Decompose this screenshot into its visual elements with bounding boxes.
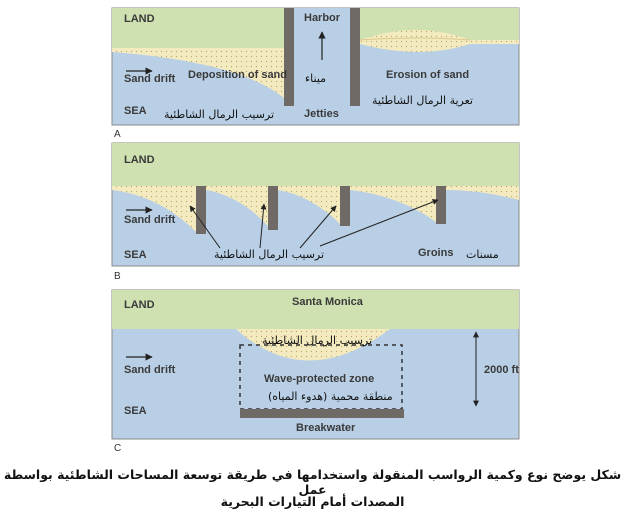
erosion-label: Erosion of sand <box>386 69 470 81</box>
jetty-right <box>350 8 360 106</box>
panel-a <box>112 8 519 140</box>
sea-label: SEA <box>124 105 147 117</box>
panel-c-letter: C <box>114 443 122 454</box>
groins-label-ar: مسنات <box>466 248 499 261</box>
groin-4 <box>436 186 446 224</box>
distance-label: 2000 ft <box>484 364 519 376</box>
panel-b <box>112 143 519 282</box>
panel-b-letter: B <box>114 271 121 282</box>
erosion-label-ar: تعرية الرمال الشاطئية <box>372 94 473 107</box>
deposition-label: Deposition of sand <box>188 69 287 81</box>
sea-label-c: SEA <box>124 405 147 417</box>
wave-zone-label: Wave-protected zone <box>264 373 375 385</box>
breakwater-label: Breakwater <box>296 422 356 434</box>
panel-c <box>112 290 519 454</box>
groins-label: Groins <box>418 247 454 259</box>
place-label: Santa Monica <box>292 296 363 308</box>
land-label: LAND <box>124 13 155 25</box>
deposition-label-ar: ترسيب الرمال الشاطئية <box>164 108 275 121</box>
groin-2 <box>268 186 278 230</box>
sea-label-b: SEA <box>124 249 147 261</box>
sand-drift-label-c: Sand drift <box>124 364 176 376</box>
panel-a-letter: A <box>114 129 121 140</box>
jetties-label: Jetties <box>304 108 339 120</box>
harbor-label: Harbor <box>304 12 341 24</box>
land-label-b: LAND <box>124 154 155 166</box>
jetty-left <box>284 8 294 106</box>
caption-line-1: شكل يوضح نوع وكمية الرواسب المنقولة واستخدامها في طريقة توسعة المساحات الشاطئية بواسطة عمل <box>3 467 622 497</box>
wave-zone-label-ar: منطقة محمية (هدوء المياه) <box>268 390 393 403</box>
breakwater <box>240 409 404 418</box>
sand-drift-label-b: Sand drift <box>124 214 176 226</box>
groin-3 <box>340 186 350 226</box>
deposition-label-ar-b: ترسيب الرمال الشاطئية <box>214 248 325 261</box>
caption-line-2: المصدات أمام التيارات البحرية <box>220 494 405 509</box>
sand-drift-label: Sand drift <box>124 73 176 85</box>
deposition-label-ar-c: ترسيب الرمال الشاطئية <box>262 334 373 347</box>
land-label-c: LAND <box>124 299 155 311</box>
harbor-label-ar: ميناء <box>305 72 327 85</box>
